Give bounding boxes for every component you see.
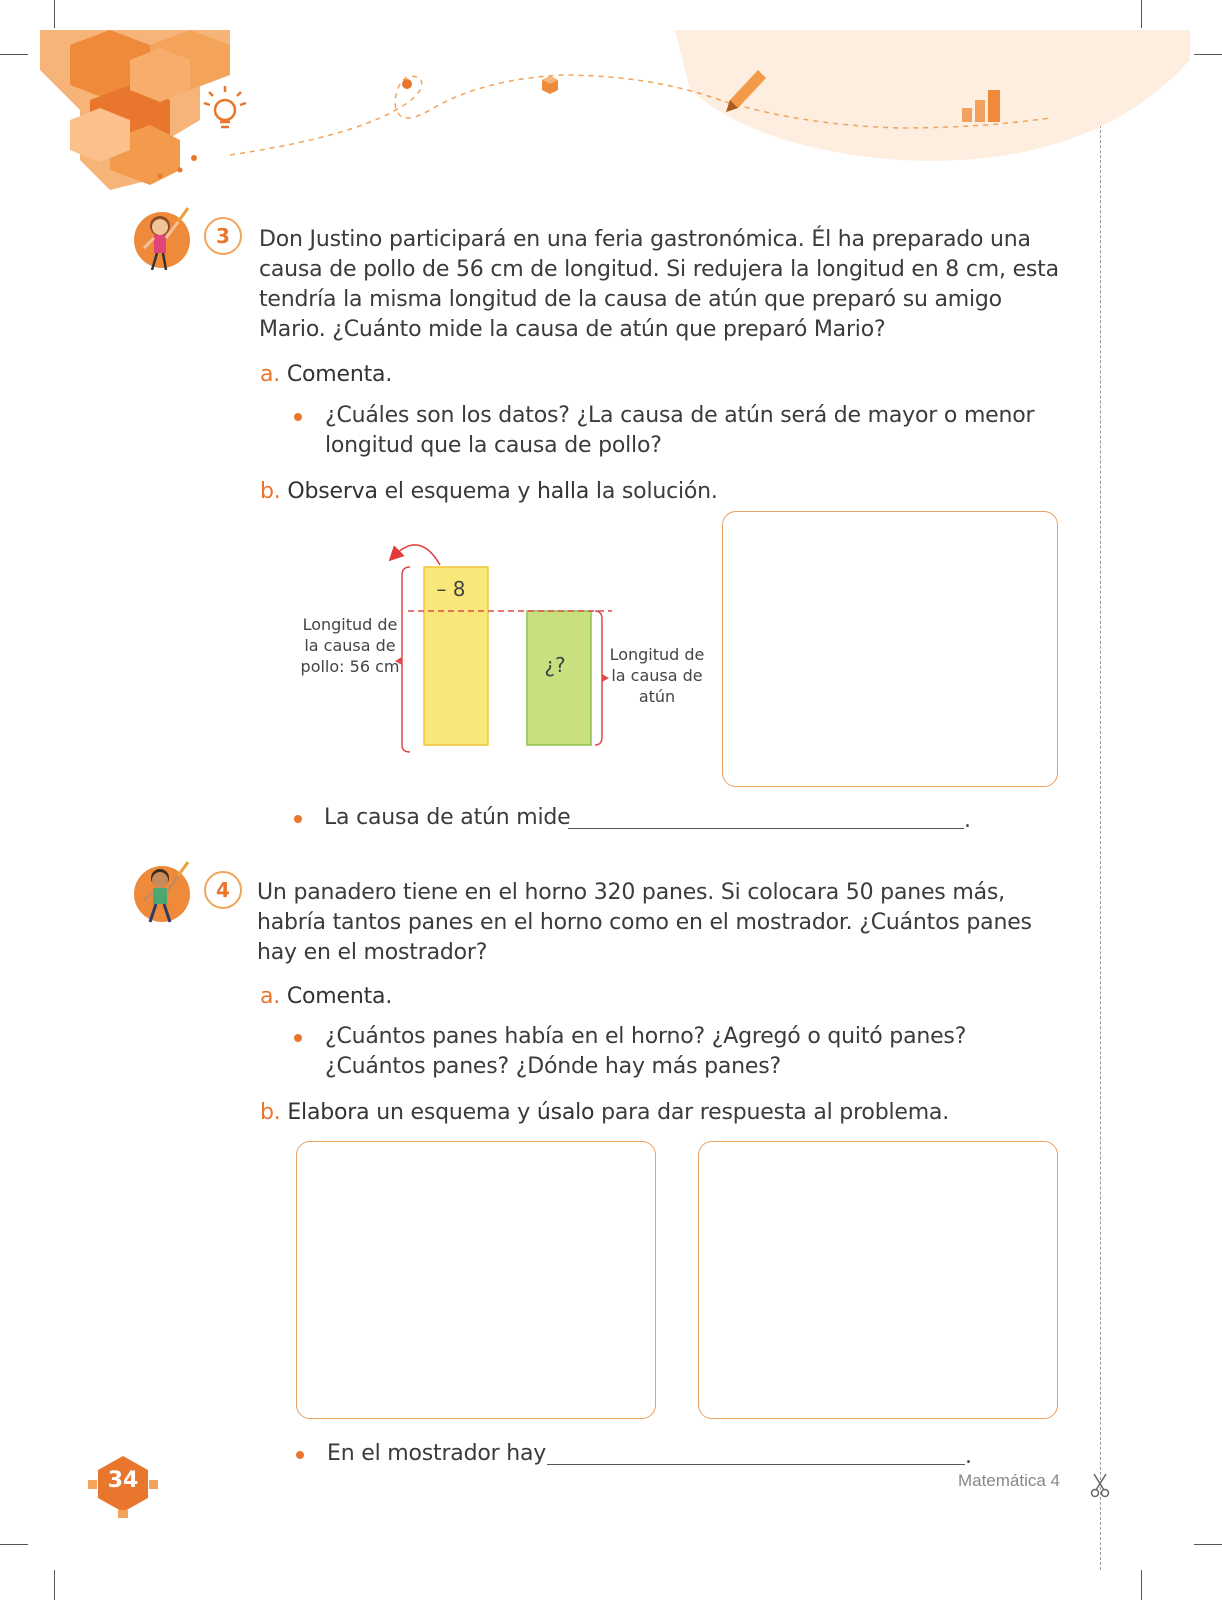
minus-eight-label: – 8 bbox=[436, 577, 466, 601]
part-verb: úsalo bbox=[536, 1100, 595, 1125]
part-letter: b. bbox=[260, 479, 281, 504]
left-brace bbox=[402, 567, 410, 752]
right-brace bbox=[595, 611, 602, 745]
crop-mark bbox=[0, 1544, 28, 1545]
girl-avatar-icon bbox=[134, 212, 190, 268]
problem-4-a-question: ¿Cuántos panes había en el horno? ¿Agregó o quitó panes? ¿Cuántos panes? ¿Dónde hay más panes? bbox=[325, 1024, 967, 1079]
cube-icon bbox=[542, 76, 558, 94]
footer-title: Matemática 4 bbox=[957, 1471, 1060, 1490]
bullet bbox=[296, 1451, 304, 1459]
bullet bbox=[294, 815, 302, 823]
lightbulb-icon bbox=[204, 86, 246, 127]
answer-period: . bbox=[964, 808, 971, 833]
problem-4-text: Un panadero tiene en el horno 320 panes. Si colocara 50 panes más, habría tantos panes en el horno como en el mostrador. ¿Cuántos panes hay en el mostrador? bbox=[257, 880, 1032, 965]
problem-4-part-a bbox=[260, 982, 960, 1012]
problem-3-a-question: ¿Cuáles son los datos? ¿La causa de atún será de mayor o menor longitud que la causa de pollo? bbox=[325, 403, 1035, 458]
problem-3-part-a bbox=[260, 360, 960, 390]
problem-4-number: 4 bbox=[204, 871, 242, 909]
solution-box[interactable] bbox=[698, 1141, 1058, 1419]
part-rest: un esquema y bbox=[369, 1100, 537, 1125]
crop-mark bbox=[1194, 1544, 1222, 1545]
page-number: 34 bbox=[107, 1468, 139, 1493]
part-rest: el esquema y bbox=[377, 479, 537, 504]
header-blob bbox=[675, 30, 1190, 161]
part-rest: para dar respuesta al problema. bbox=[594, 1100, 950, 1125]
part-rest: . bbox=[385, 362, 393, 387]
scissors-icon bbox=[1090, 1472, 1110, 1498]
answer-blank[interactable] bbox=[547, 1464, 965, 1465]
part-verb: Observa bbox=[287, 479, 378, 504]
bullet bbox=[294, 1034, 302, 1042]
part-verb: Comenta bbox=[286, 984, 386, 1009]
crop-mark bbox=[1141, 1570, 1142, 1600]
answer-blank[interactable] bbox=[568, 828, 964, 829]
problem-3-part-b bbox=[260, 477, 960, 507]
chicken-length-label: Longitud de la causa de pollo: 56 cm bbox=[300, 615, 400, 676]
question-label: ¿? bbox=[544, 653, 566, 677]
part-letter: a. bbox=[260, 362, 281, 387]
problem-3-number: 3 bbox=[204, 217, 242, 255]
tuna-length-label: Longitud de la causa de atún bbox=[609, 645, 705, 706]
problem-3-answer-prompt: La causa de atún mide bbox=[324, 805, 571, 830]
part-verb: halla bbox=[537, 479, 590, 504]
solution-box[interactable] bbox=[722, 511, 1058, 787]
part-rest: . bbox=[385, 984, 393, 1009]
cut-line bbox=[1100, 30, 1101, 1570]
minus-arrow bbox=[394, 545, 440, 565]
problem-3-text: Don Justino participará en una feria gastronómica. Él ha preparado una causa de pollo de 56 cm de longitud. Si redujera la longitud en 8 cm, esta tendría la misma longitud de la causa de atún que preparó su amigo Mario. ¿Cuánto mide la causa de atún que preparó Mario? bbox=[259, 227, 1059, 342]
cubes-decoration-icon bbox=[40, 30, 230, 190]
crop-mark bbox=[54, 1570, 55, 1600]
part-verb: Elabora bbox=[287, 1100, 370, 1125]
part-letter: a. bbox=[260, 984, 281, 1009]
tuna-length-bar bbox=[527, 611, 591, 745]
answer-period: . bbox=[965, 1444, 972, 1469]
problem-4-part-b bbox=[260, 1098, 1020, 1128]
part-verb: Comenta bbox=[286, 362, 386, 387]
part-rest: la solución. bbox=[589, 479, 718, 504]
boy-avatar-icon bbox=[134, 866, 190, 922]
bullet bbox=[294, 413, 302, 421]
diagram-box[interactable] bbox=[296, 1141, 656, 1419]
part-letter: b. bbox=[260, 1100, 281, 1125]
header-decoration bbox=[0, 0, 1222, 200]
problem-4-answer-prompt: En el mostrador hay bbox=[327, 1441, 547, 1466]
